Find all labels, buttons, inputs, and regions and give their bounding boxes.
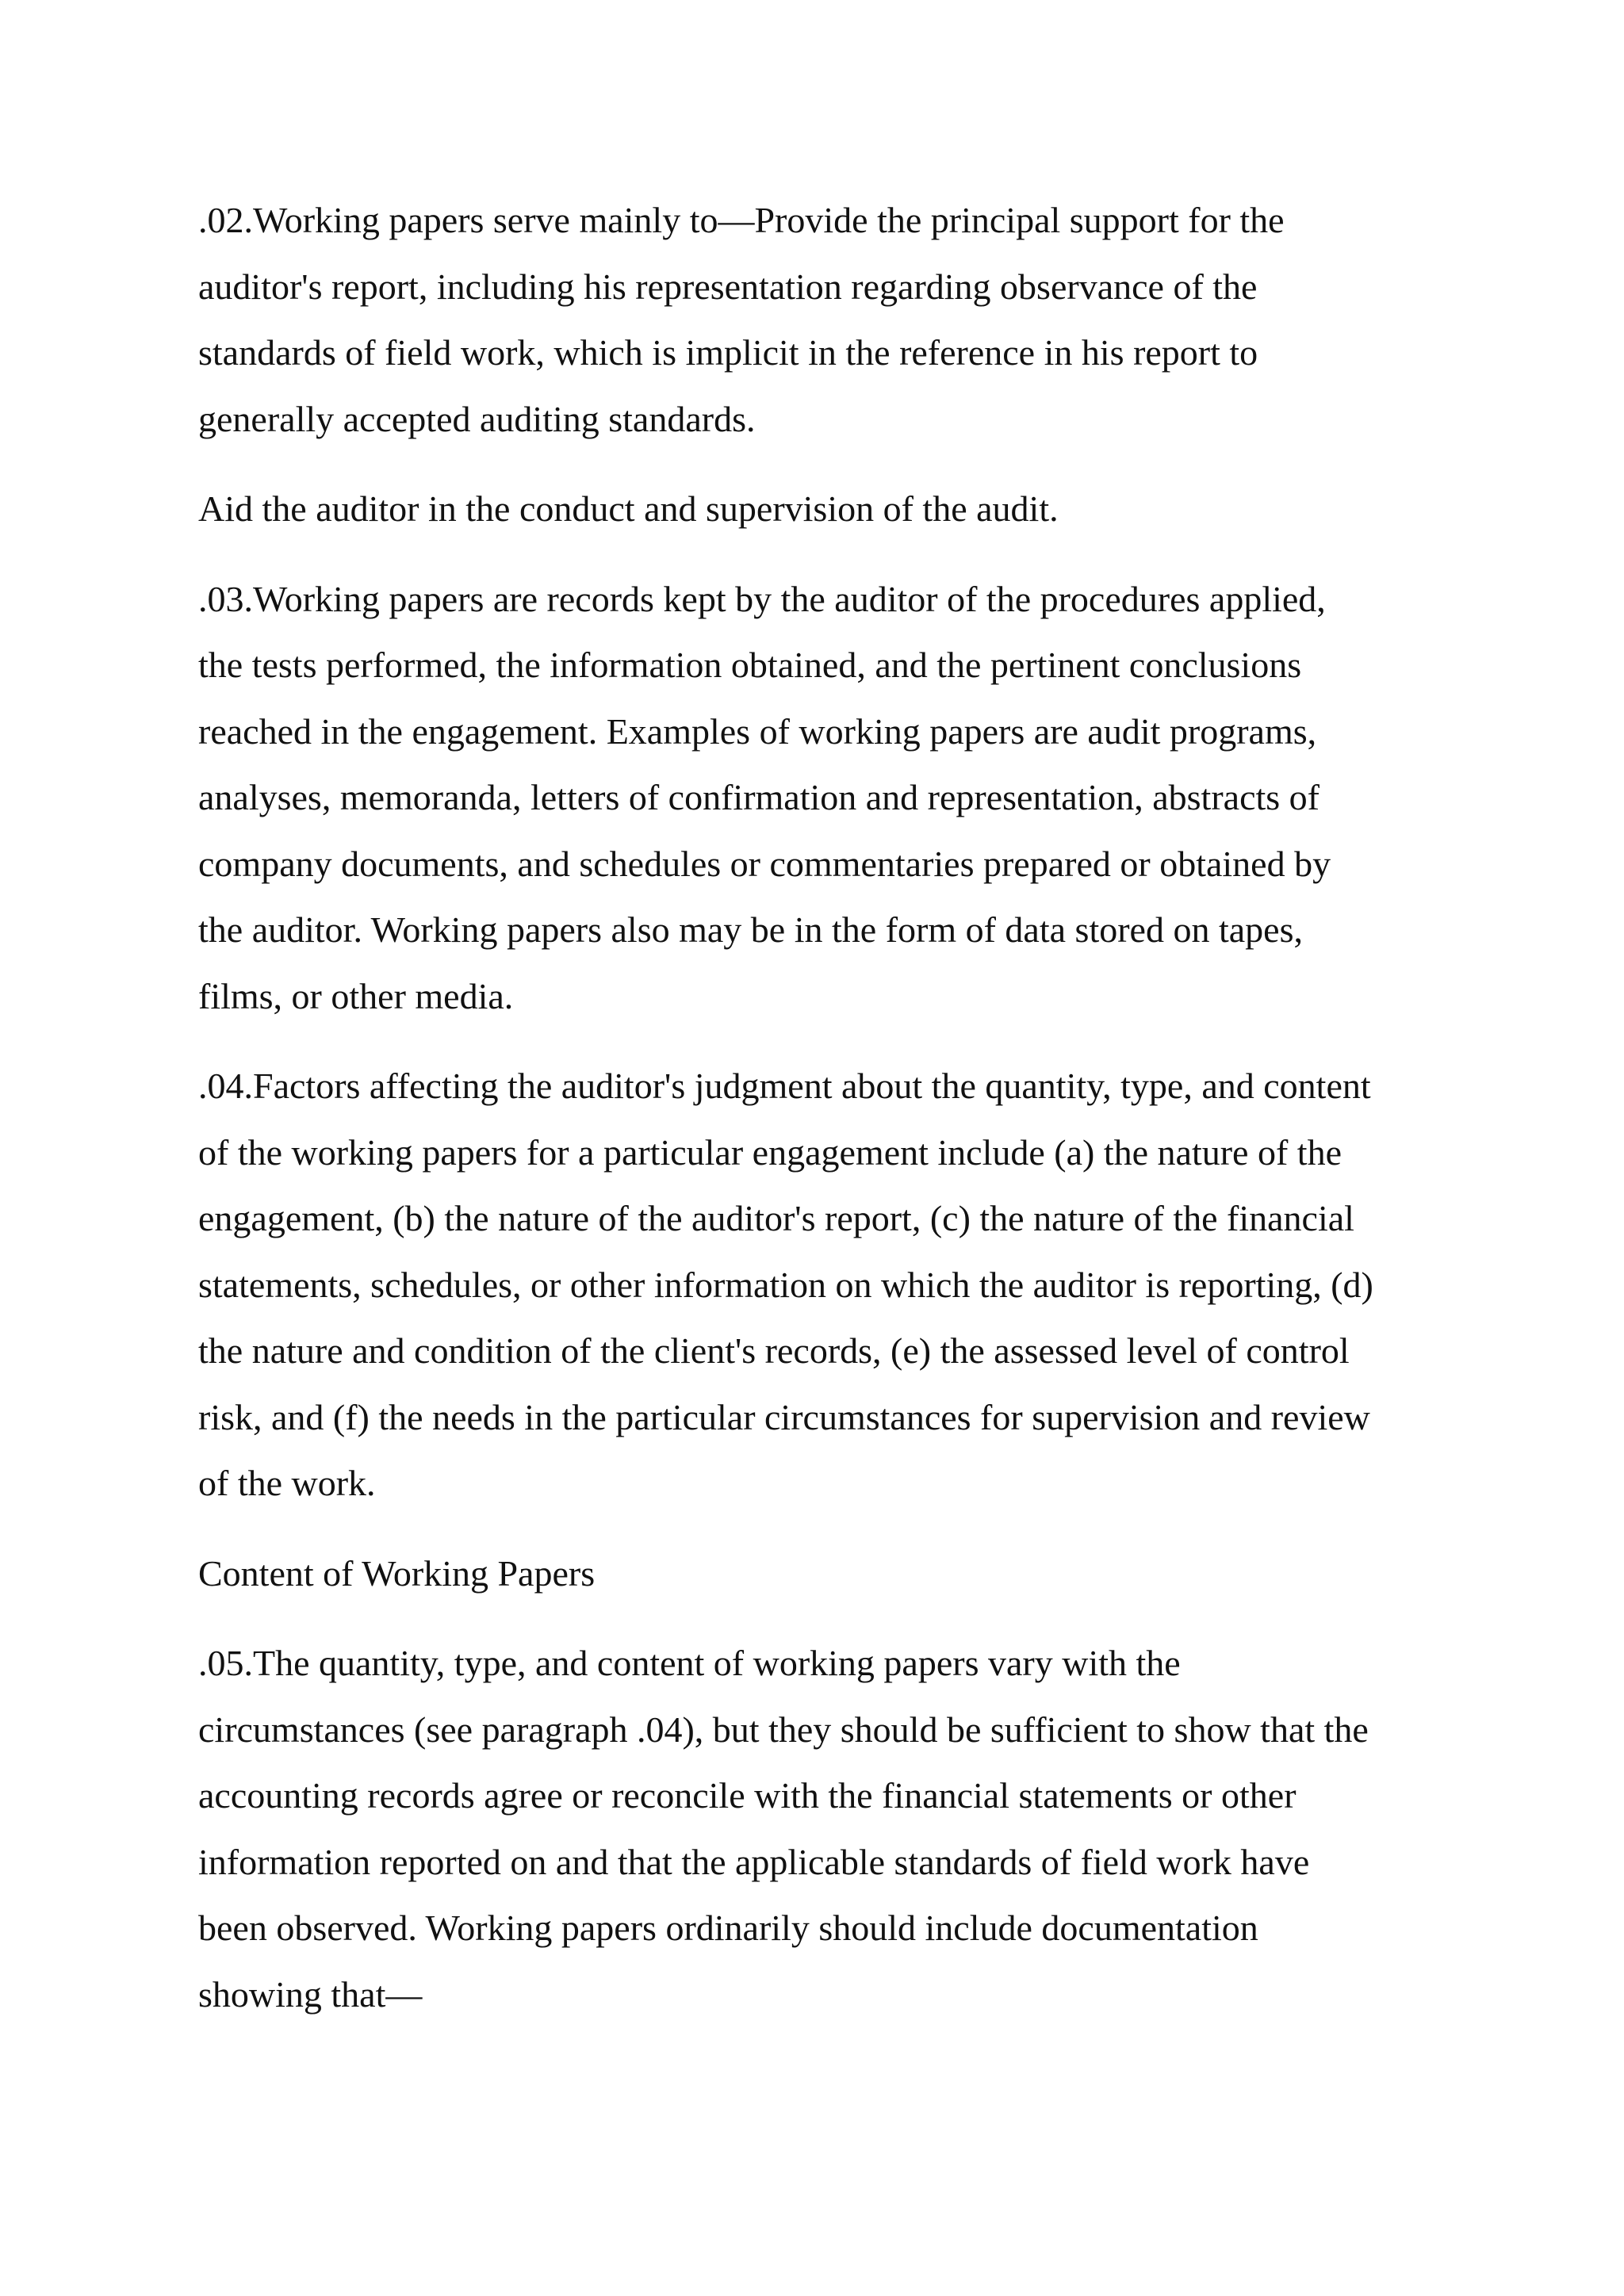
text-line: been observed. Working papers ordinarily should include documentation: [198, 1908, 1258, 1948]
text-line: the tests performed, the information obtained, and the pertinent conclusions: [198, 645, 1302, 685]
text-line: showing that—: [198, 1973, 423, 2015]
text-line: statements, schedules, or other information on which the auditor is reporting, (d): [198, 1264, 1373, 1305]
text-line: risk, and (f) the needs in the particular circumstances for supervision and review: [198, 1396, 1370, 1437]
text-line: accounting records agree or reconcile with the financial statements or other: [198, 1775, 1297, 1816]
text-line: films, or other media.: [198, 975, 514, 1016]
text-line: generally accepted auditing standards.: [198, 398, 756, 439]
text-line: information reported on and that the applicable standards of field work have: [198, 1841, 1310, 1882]
text-line: engagement, (b) the nature of the auditor's report, (c) the nature of the financial: [198, 1198, 1354, 1238]
paragraph-02: [198, 187, 1467, 452]
text-line: standards of field work, which is implicit in the reference in his report to: [198, 332, 1258, 373]
text-line: .03.Working papers are records kept by the auditor of the procedures applied,: [198, 578, 1326, 619]
text-line: auditor's report, including his representation regarding observance of the: [198, 266, 1258, 307]
text-line: reached in the engagement. Examples of working papers are audit programs,: [198, 710, 1317, 752]
text-line: of the work.: [198, 1463, 376, 1503]
document-body: [198, 187, 1467, 2051]
paragraph-04: [198, 1053, 1467, 1517]
text-line: .05.The quantity, type, and content of working papers vary with the: [198, 1643, 1181, 1683]
text-line: the auditor. Working papers also may be in the form of data stored on tapes,: [198, 909, 1303, 950]
text-line: circumstances (see paragraph .04), but they should be sufficient to show that the: [198, 1709, 1369, 1750]
paragraph-03: [198, 566, 1467, 1030]
text-line: .02.Working papers serve mainly to—Provide the principal support for the: [198, 200, 1285, 240]
paragraph-05: [198, 1630, 1467, 2027]
text-line: the nature and condition of the client's records, (e) the assessed level of control: [198, 1330, 1350, 1371]
text-line: .04.Factors affecting the auditor's judgment about the quantity, type, and content: [198, 1066, 1371, 1106]
text-line: Aid the auditor in the conduct and supervision of the audit.: [198, 488, 1059, 529]
text-line: company documents, and schedules or commentaries prepared or obtained by: [198, 843, 1331, 884]
section-heading: [198, 1540, 1467, 1607]
text-line: of the working papers for a particular engagement include (a) the nature of the: [198, 1131, 1342, 1173]
heading-text: Content of Working Papers: [198, 1552, 596, 1594]
text-line: analyses, memoranda, letters of confirmation and representation, abstracts of: [198, 777, 1320, 817]
paragraph-aid-auditor: [198, 476, 1467, 542]
